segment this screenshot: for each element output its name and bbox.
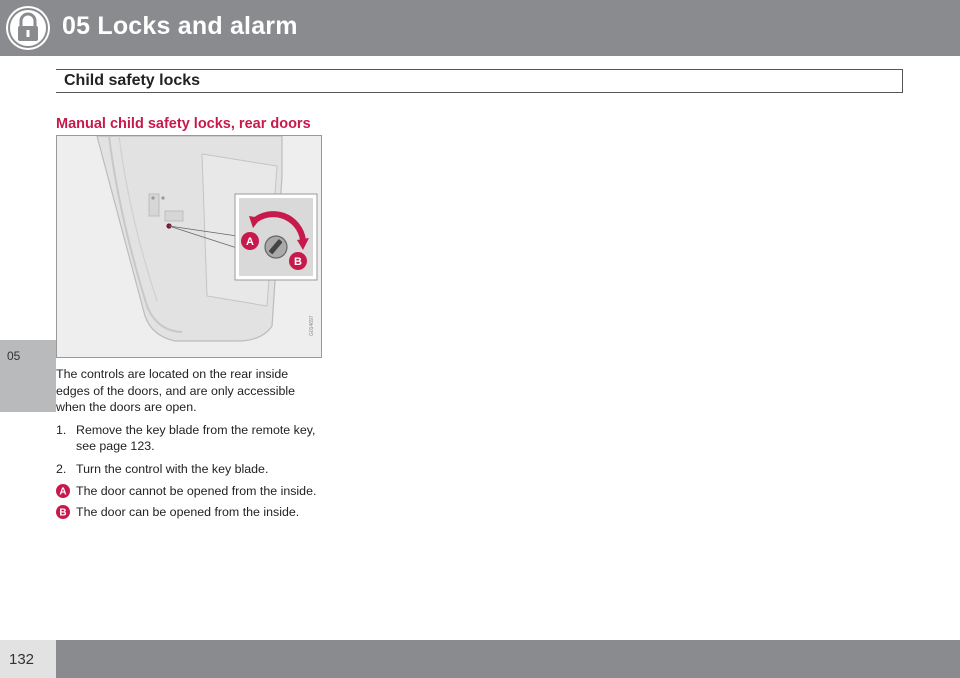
body-text (56, 366, 324, 524)
badge-a-label: A (59, 486, 67, 498)
chapter-tab[interactable] (0, 340, 56, 412)
step-item (56, 422, 324, 455)
step-number: 2. (56, 461, 67, 476)
badge-b-icon (56, 505, 70, 519)
page-header (0, 0, 960, 56)
chapter-title: 05 Locks and alarm (62, 12, 298, 40)
footer-page-box (0, 640, 56, 678)
badge-b-label: B (59, 507, 67, 518)
page-footer (0, 640, 960, 678)
section-title: Child safety locks (64, 72, 201, 89)
step-text: Remove the key blade from the remote key, see page 123. (76, 422, 316, 453)
step-text: Turn the control with the key blade. (76, 461, 269, 476)
legend-text: The door can be opened from the inside. (76, 504, 300, 519)
step-item (56, 461, 324, 478)
content-heading: Manual child safety locks, rear doors (56, 116, 311, 132)
door-illustration (56, 135, 322, 358)
legend-item (56, 483, 324, 500)
section-bar (56, 69, 903, 93)
badge-a-icon (56, 484, 70, 498)
figure-code: G014697 (309, 315, 315, 336)
step-number: 1. (56, 422, 67, 437)
legend-item (56, 504, 324, 521)
callout-a: A (246, 236, 254, 248)
callout-b: B (294, 256, 302, 268)
intro-paragraph: The controls are located on the rear inside edges of the doors, and are only accessible when the doors are open. (56, 367, 296, 414)
legend-text: The door cannot be opened from the inside. (76, 484, 317, 498)
chapter-tab-label: 05 (7, 349, 21, 363)
padlock-icon (4, 4, 52, 52)
page-number: 132 (9, 651, 35, 668)
